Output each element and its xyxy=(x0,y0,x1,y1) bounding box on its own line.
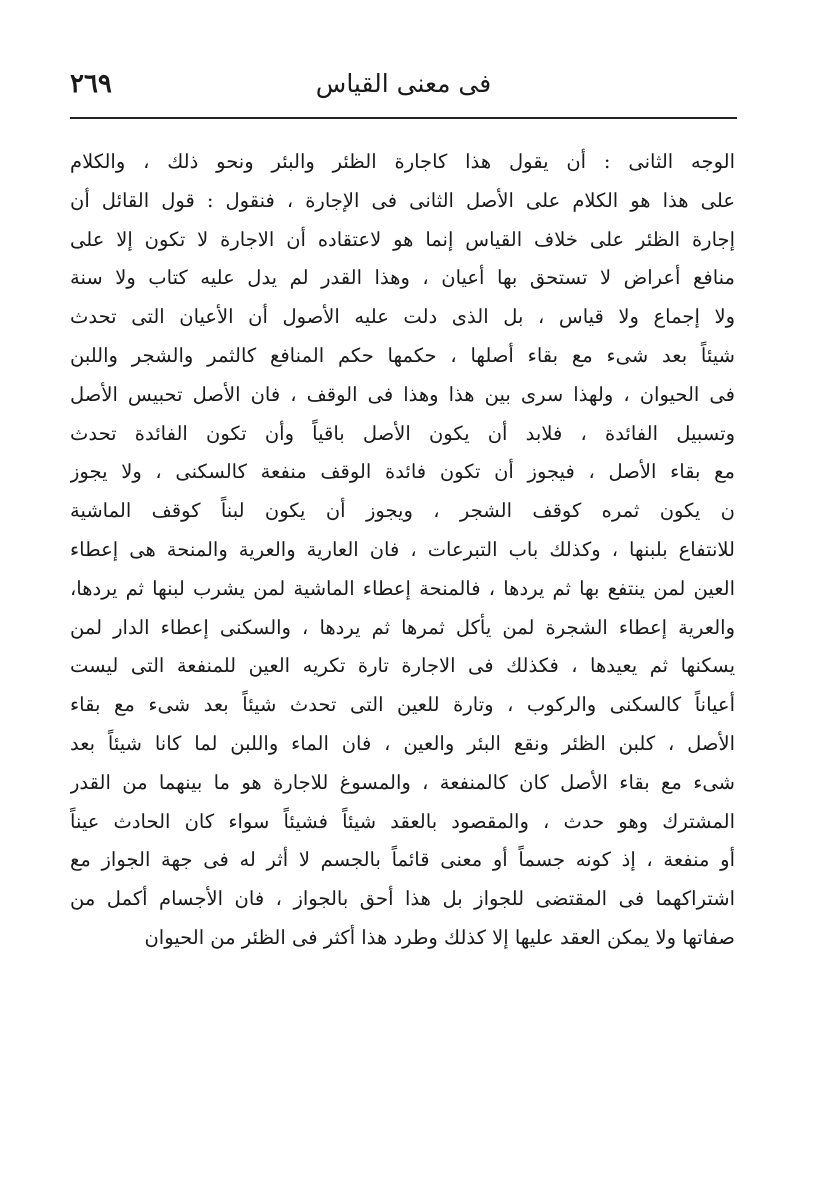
text-line: على هذا هو الكلام على الأصل الثانى فى الإجارة ، فنقول : قول القائل أن xyxy=(70,188,735,212)
text-line: أعياناً كالسكنى والركوب ، وتارة للعين التى تحدث شيئاً بعد شىء مع بقاء xyxy=(70,693,735,717)
body-text xyxy=(70,143,735,958)
text-line: ولا إجماع ولا قياس ، بل الذى دلت عليه الأصول أن الأعيان التى تحدث xyxy=(70,305,735,329)
text-line: أو منفعة ، إذ كونه جسماً أو معنى قائماً بالجسم لا أثر له فى جهة الجواز مع xyxy=(70,848,735,872)
text-line: مع بقاء الأصل ، فيجوز أن تكون فائدة الوقف منفعة كالسكنى ، ولا يجوز xyxy=(70,460,735,484)
text-line: فى الحيوان ، ولهذا سرى بين هذا وهذا فى الوقف ، فان الأصل تحبيس الأصل xyxy=(70,382,735,406)
page-number: ٢٦٩ xyxy=(70,69,112,99)
text-line: يسكنها ثم يعيدها ، فكذلك فى الاجارة تارة تكريه العين للمنفعة التى ليست xyxy=(70,654,735,678)
text-line: وتسبيل الفائدة ، فلابد أن يكون الأصل باقياً وأن تكون الفائدة تحدث xyxy=(70,421,735,445)
page-header xyxy=(70,62,737,112)
text-line: والعرية إعطاء الشجرة لمن يأكل ثمرها ثم يردها ، والسكنى إعطاء الدار لمن xyxy=(70,615,735,639)
text-line: الأصل ، كلبن الظئر ونقع البئر والعين ، فان الماء واللبن لما كانا شيئاً بعد xyxy=(70,731,735,755)
text-line: اشتراكهما فى المقتضى للجواز بل هذا أحق بالجواز ، فان الأجسام أكمل من xyxy=(70,887,735,911)
text-line: للانتفاع بلبنها ، وكذلك باب التبرعات ، فان العارية والعرية والمنحة هى إعطاء xyxy=(70,537,735,561)
running-head: فى معنى القياس xyxy=(315,69,492,98)
text-line: منافع أعراض لا تستحق بها أعيان ، وهذا القدر لم يدل عليه كتاب ولا سنة xyxy=(70,266,735,290)
text-line: شيئاً بعد شىء مع بقاء أصلها ، حكمها حكم المنافع كالثمر والشجر واللبن xyxy=(70,343,735,367)
text-line: المشترك وهو حدث ، والمقصود بالعقد شيئاً فشيئاً سواء كان الحادث عيناً xyxy=(70,809,735,833)
text-line: صفاتها ولا يمكن العقد عليها إلا كذلك وطرد هذا أكثر فى الظئر من الحيوان xyxy=(144,925,735,949)
text-line: ن يكون ثمره كوقف الشجر ، ويجوز أن يكون لبناً كوقف الماشية xyxy=(70,499,735,523)
text-line: شىء مع بقاء الأصل كان كالمنفعة ، والمسوغ للاجارة هو ما بينهما من القدر xyxy=(70,770,735,794)
text-line: الوجه الثانى : أن يقول هذا كاجارة الظئر والبئر ونحو ذلك ، والكلام xyxy=(70,150,735,173)
text-line: إجارة الظئر على خلاف القياس إنما هو لاعتقاده أن الاجارة لا تكون إلا على xyxy=(70,227,735,251)
header-rule xyxy=(70,117,737,119)
text-line: العين لمن ينتفع بها ثم يردها ، فالمنحة إعطاء الماشية لمن يشرب لبنها ثم يردها، xyxy=(70,576,735,600)
